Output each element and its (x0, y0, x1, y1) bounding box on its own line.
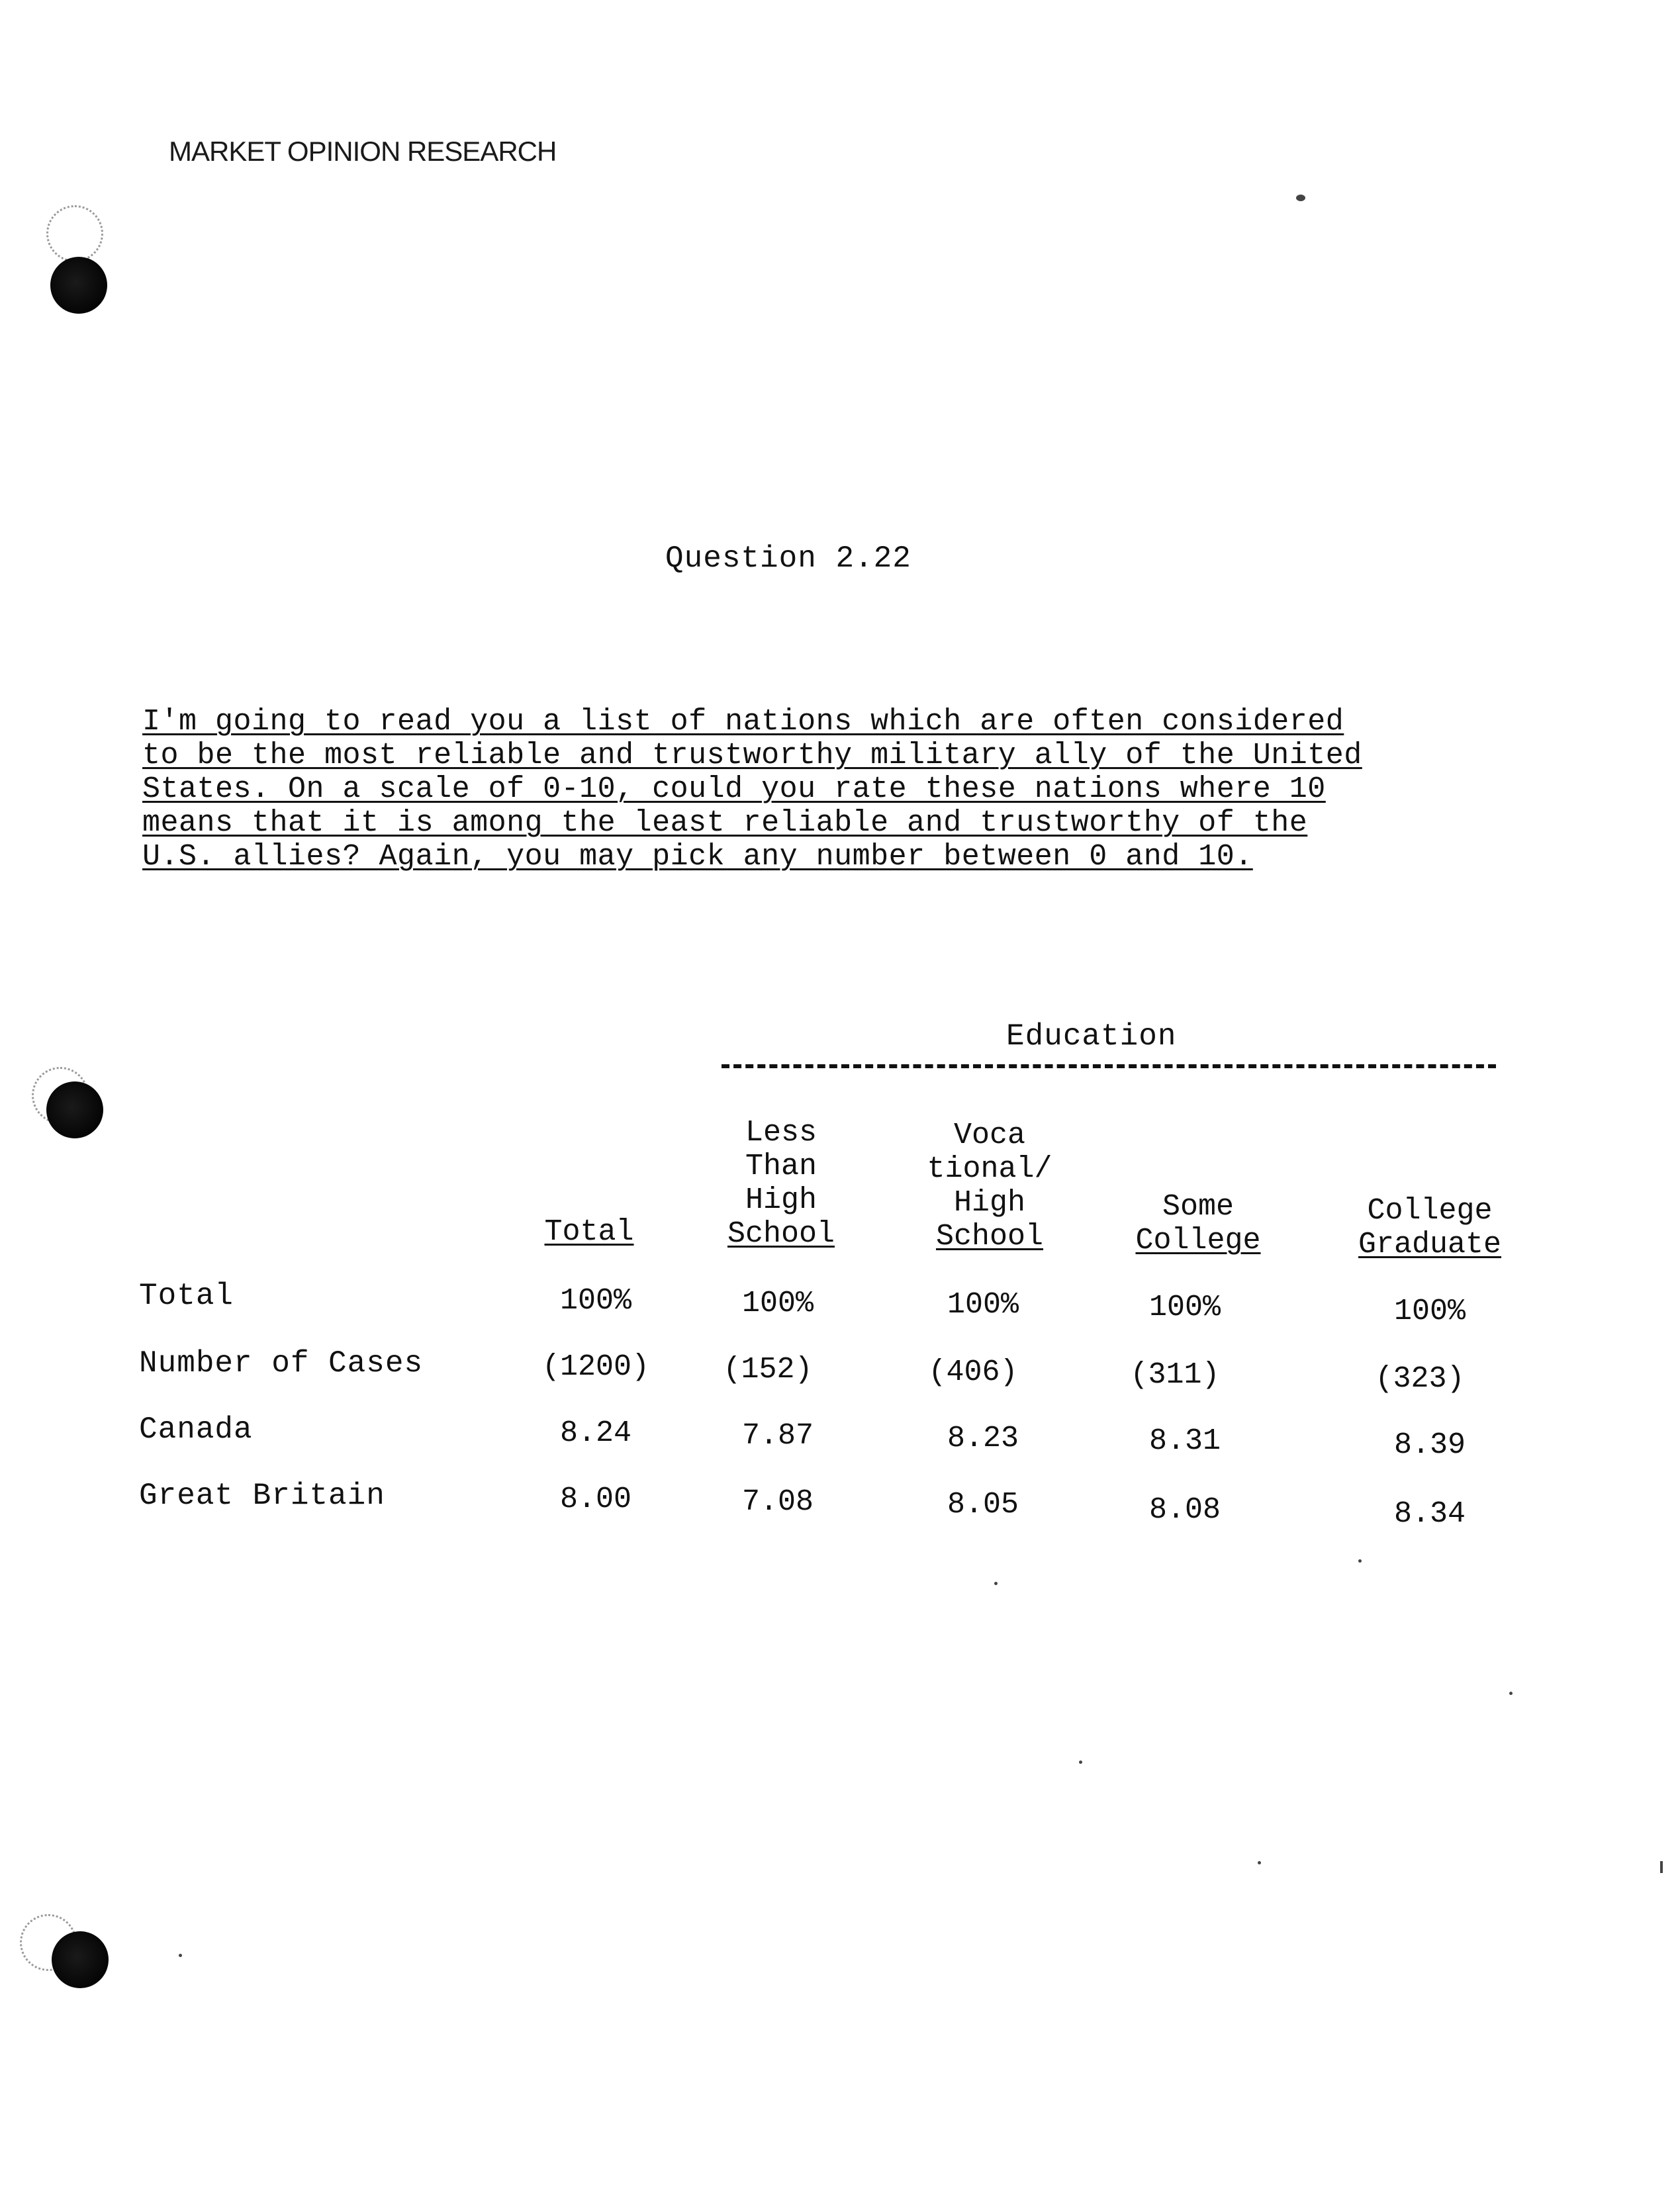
binder-hole-middle (46, 1081, 103, 1138)
column-header-total (523, 1215, 655, 1249)
table-cell: 8.24 (559, 1416, 632, 1450)
table-cell: 8.34 (1393, 1497, 1466, 1531)
column-header-underlined: School (935, 1220, 1044, 1254)
table-cell: 8.08 (1148, 1493, 1221, 1527)
table-cell: (1200) (541, 1350, 650, 1384)
education-divider (722, 1064, 1496, 1068)
scan-speck (179, 1954, 182, 1957)
question-text-line: means that it is among the least reliable and trustworthy of the (142, 806, 1308, 840)
row-label-canada: Canada (139, 1412, 253, 1447)
table-cell: (152) (723, 1353, 813, 1387)
table-cell: 100% (741, 1287, 814, 1320)
column-header-underlined: Graduate (1358, 1228, 1502, 1261)
table-cell: 8.05 (947, 1488, 1019, 1522)
column-header-underlined: College (1135, 1224, 1261, 1258)
scan-speck (1358, 1559, 1362, 1563)
table-cell: 8.31 (1148, 1424, 1221, 1458)
table-cell: 7.08 (741, 1485, 814, 1519)
column-header-line: Than (745, 1150, 817, 1183)
table-cell: 8.23 (947, 1422, 1019, 1455)
scan-speck (994, 1582, 998, 1585)
column-header-line: Less (745, 1116, 817, 1150)
column-header-line: Voca (953, 1119, 1026, 1152)
column-header-line: tional/ (927, 1152, 1052, 1186)
row-label-great-britain: Great Britain (139, 1479, 385, 1513)
column-header-line: College (1367, 1194, 1493, 1228)
column-header-less-than-high-school (708, 1116, 854, 1251)
table-cell: (406) (928, 1355, 1018, 1389)
scan-speck (1079, 1761, 1082, 1764)
table-cell: 8.39 (1393, 1428, 1466, 1462)
scan-speck (1660, 1861, 1663, 1873)
table-cell: (311) (1130, 1358, 1220, 1392)
column-header-underlined: Total (544, 1215, 634, 1249)
scan-speck (1296, 195, 1305, 201)
question-text-line: U.S. allies? Again, you may pick any number between 0 and 10. (142, 840, 1253, 874)
column-header-college-graduate (1344, 1194, 1516, 1261)
company-name: MARKET OPINION RESEARCH (169, 136, 557, 167)
table-cell: 100% (1393, 1295, 1466, 1328)
question-text-line: to be the most reliable and trustworthy military ally of the United (142, 739, 1362, 772)
table-cell: 8.00 (559, 1483, 632, 1516)
table-cell: 7.87 (741, 1419, 814, 1453)
question-text-line: States. On a scale of 0-10, could you rate these nations where 10 (142, 772, 1326, 806)
binder-hole-bottom (52, 1931, 109, 1988)
question-text (142, 705, 1546, 874)
table-cell: 100% (947, 1288, 1019, 1322)
column-header-line: High (953, 1186, 1026, 1220)
column-header-underlined: School (727, 1217, 835, 1251)
scan-speck (1509, 1692, 1513, 1695)
scan-speck (1258, 1861, 1261, 1864)
table-cell: 100% (559, 1284, 632, 1318)
column-header-line: High (745, 1183, 817, 1217)
table-cell: (323) (1375, 1362, 1465, 1396)
binder-hole-top (50, 257, 107, 314)
education-heading: Education (1006, 1019, 1177, 1054)
column-header-vocational-high-school (910, 1119, 1069, 1254)
column-header-line: Some (1162, 1190, 1235, 1224)
question-text-line: I'm going to read you a list of nations which are often considered (142, 705, 1344, 739)
table-cell: 100% (1148, 1291, 1221, 1324)
row-label-number-of-cases: Number of Cases (139, 1346, 424, 1381)
question-title: Question 2.22 (665, 541, 911, 576)
binder-hole-halo-top (46, 205, 103, 262)
row-label-total: Total (139, 1279, 234, 1313)
column-header-some-college (1119, 1190, 1278, 1258)
